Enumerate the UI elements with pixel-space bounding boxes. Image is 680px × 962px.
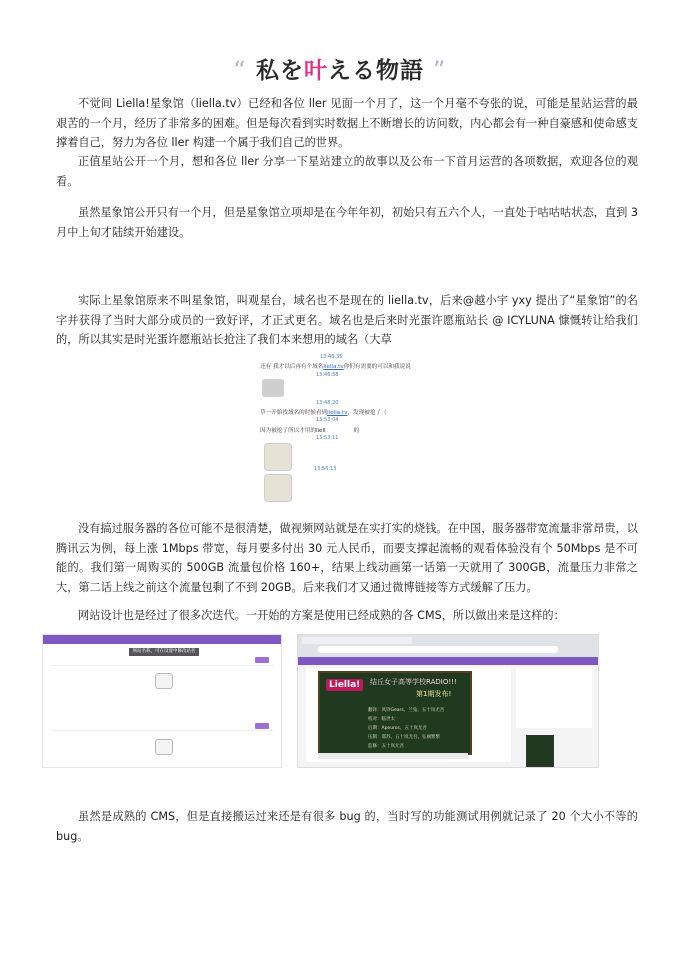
quote-close: ” [433, 56, 447, 84]
chat-timestamp: 13:48:20 [316, 400, 339, 406]
divider [51, 730, 273, 731]
sticker-image [262, 379, 284, 397]
chat-message: 还有 我才以后再有个域名liella.tv你们有需要的可以和我说说 [260, 364, 411, 370]
header-bar [43, 635, 281, 644]
paragraph-founding: 虽然星象馆公开只有一个月，但是星象馆立项却是在今年年初，初始只有五六个人，一直处于咕咕咕状态，直到 3 月中上旬才陆续开始建设。 [56, 206, 638, 239]
page-title [0, 52, 680, 85]
address-bar [318, 646, 558, 653]
chat-timestamp: 13:53:11 [316, 435, 339, 441]
sticker-image [264, 474, 292, 502]
browser-tabs [302, 637, 412, 644]
video-thumbnail [318, 671, 472, 755]
site-header-bar [298, 657, 598, 665]
chat-message: 因为被抢了所以才用的liell 的 [260, 428, 360, 434]
board-episode: 第1期发布! [416, 690, 452, 698]
paragraph-intro: 不觉间 Liella!星象馆（liella.tv）已经和各位 ller 见面一个月了，这一个月毫不夸张的说，可能是星站运营的最艰苦的一个月，经历了非常多的困难。但是每次看到实时数据上不断增长的访问数，内心都会有一种自豪感和使命感支撑着自己，努力为各位 ller 构建一个属于我们自己的世界。 [56, 97, 638, 149]
divider [51, 665, 273, 666]
paragraph-purpose: 正值星站公开一个月，想和各位 ller 分享一下星站建立的故事以及公布一下首月运营的各项数据，欢迎各位的观看。 [56, 155, 638, 188]
side-thumbnail [526, 735, 554, 767]
board-credit: 翻译：风铃Gears、兰兔、五十岚尤吾 [368, 708, 445, 713]
board-credit: 压制：耶苏、五十岚尤吾、弘丽繁繁 [368, 735, 440, 740]
cms-screenshot-left [42, 634, 282, 768]
side-panel [516, 668, 592, 728]
action-button [255, 657, 269, 663]
board-credit: 监修：五十岚尤吾 [368, 744, 404, 749]
board-title: 结丘女子高等学校RADIO!!! [370, 678, 457, 686]
chat-timestamp: 13:56:13 [314, 466, 337, 472]
chat-screenshot [258, 352, 418, 502]
title-highlight: 叶 [304, 58, 328, 84]
paragraph-bugs: 虽然是成熟的 CMS，但是直接搬运过来还是有很多 bug 的，当时写的功能测试用例就记录了 20 个大小不等的 bug。 [56, 810, 638, 843]
video-player-bar [318, 753, 468, 759]
chat-timestamp: 13:46:58 [316, 372, 339, 378]
paragraph-server-cost: 没有搞过服务器的各位可能不是很清楚，做视频网站就是在实打实的烧钱。在中国，服务器带宽流量非常昂贵，以腾讯云为例，每上涨 1Mbps 带宽，每月要多付出 30 元人民币，而要支撑起流畅的观看体验没有个 50Mbps 是不可能的。我们第一周购买的 500GB 流量包价格 160+，结果上线动画第一话第一天就用了 300GB，流量压力非常之大，第二话上线之前这个流量包剩了不到 20GB。后来我们才又通过微博链接等方式缓解了压力。 [56, 522, 638, 594]
paragraph-design: 网站设计也是经过了很多次迭代。一开始的方案是使用已经成熟的各 CMS，所以做出来是这样的： [78, 609, 565, 622]
liella-logo: Liella! [326, 679, 363, 691]
site-title-box: 网站名称，可在设置中修改站名 [129, 648, 199, 656]
quote-open: “ [233, 56, 247, 84]
board-credit: 后期：Apeuros、五十岚尤吾 [368, 726, 427, 731]
board-credit: 校对：临世太 [368, 717, 395, 722]
cms-screenshot-right [297, 634, 599, 768]
title-part-2: える物語 [328, 58, 424, 84]
action-button [255, 723, 269, 729]
sticker-image [264, 443, 292, 471]
chat-timestamp: 13:46:35 [320, 354, 343, 360]
chat-timestamp: 13:53:04 [316, 417, 339, 423]
empty-icon [155, 739, 173, 755]
title-part-1: 私を [256, 58, 304, 84]
empty-icon [155, 673, 173, 689]
chat-message: 草一开始找域名的时候看到liella.tv，发现被抢了（ [260, 410, 387, 416]
paragraph-naming: 实际上星象馆原来不叫星象馆，叫观星台，域名也不是现在的 liella.tv，后来@越小宇 yxy 提出了“星象馆”的名字并获得了当时大部分成员的一致好评，才正式更名。域名也是后来时光蛋许愿瓶站长 @ ICYLUNA 慷慨转让给我们的，所以其实是时光蛋许愿瓶站长抢注了我们本来想用的域名（大草 [56, 294, 638, 346]
